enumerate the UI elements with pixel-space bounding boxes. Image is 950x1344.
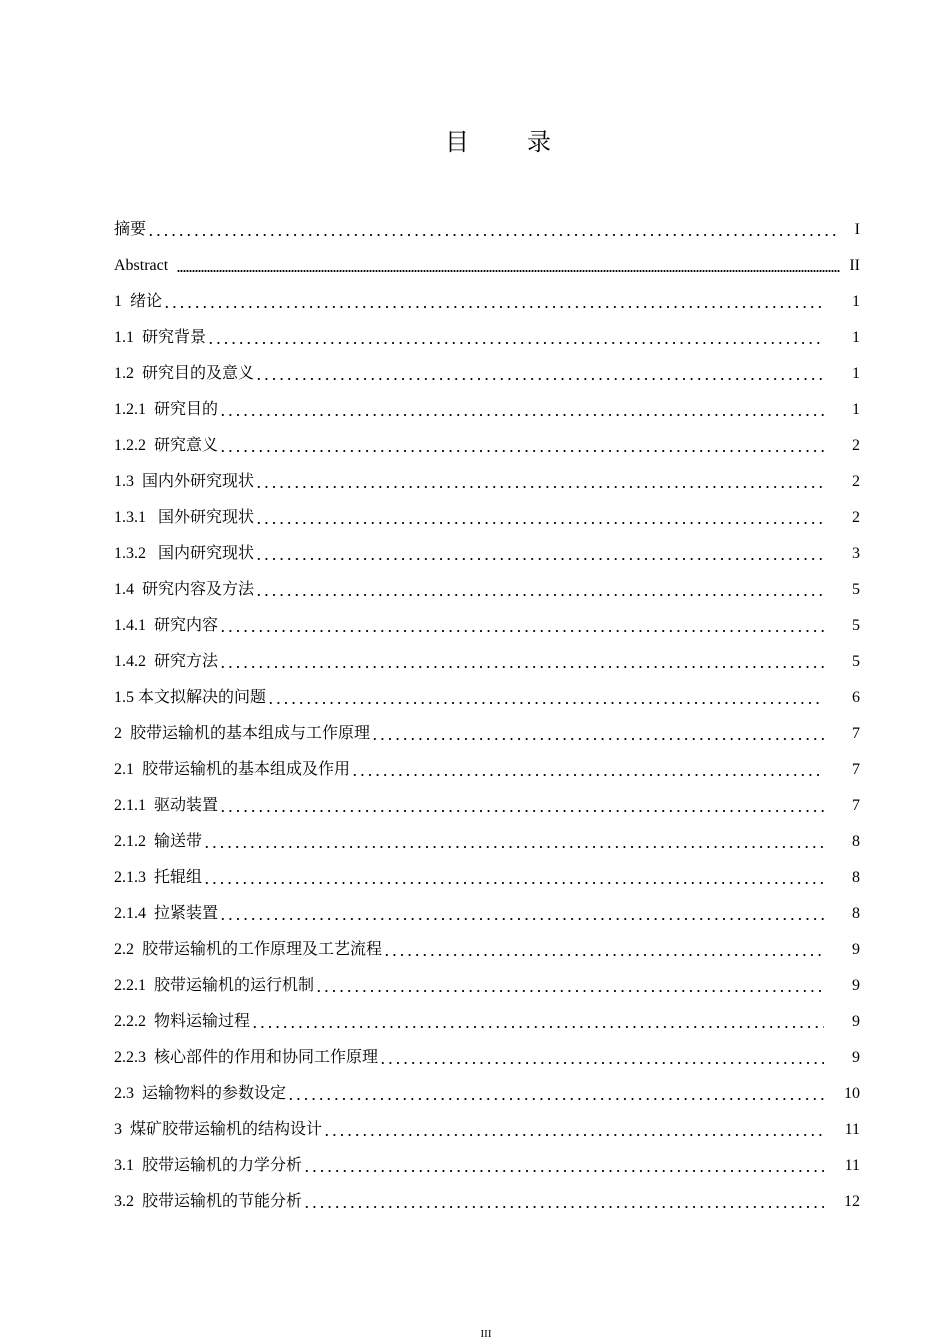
toc-entry-label: 1 绪论 — [114, 293, 163, 310]
toc-entry-page: II — [849, 257, 860, 274]
toc-entry-label: 1.5 本文拟解决的问题 — [114, 689, 267, 706]
toc-entry-label: 1.2 研究目的及意义 — [114, 365, 255, 382]
toc-entry-label: 1.3.1 国外研究现状 — [114, 509, 255, 526]
toc-entry[interactable] — [114, 1033, 860, 1069]
toc-entry[interactable] — [114, 1177, 860, 1213]
dot-leader — [177, 268, 840, 273]
toc-entry-label: 1.4.1 研究内容 — [114, 617, 219, 634]
toc-entry[interactable] — [114, 853, 860, 889]
toc-entry-label: 2.1.1 驱动装置 — [114, 797, 219, 814]
dot-leader — [255, 484, 824, 489]
toc-entry-page: 1 — [852, 329, 860, 346]
dot-leader — [287, 1096, 824, 1101]
toc-entry-page: 7 — [852, 761, 860, 778]
dot-leader — [303, 1204, 824, 1209]
dot-leader — [255, 592, 824, 597]
toc-entry-label: 1.3.2 国内研究现状 — [114, 545, 255, 562]
toc-entry-label: 3 煤矿胶带运输机的结构设计 — [114, 1121, 323, 1138]
toc-entry[interactable] — [114, 817, 860, 853]
toc-entry[interactable] — [114, 637, 860, 673]
toc-entry-label: 2.1 胶带运输机的基本组成及作用 — [114, 761, 351, 778]
toc-entry[interactable] — [114, 529, 860, 565]
toc-entry-page: 8 — [852, 905, 860, 922]
toc-entry-label: 3.1 胶带运输机的力学分析 — [114, 1157, 303, 1174]
toc-entry-page: 5 — [852, 617, 860, 634]
dot-leader — [255, 520, 824, 525]
toc-entry[interactable] — [114, 202, 860, 241]
dot-leader — [163, 304, 824, 309]
toc-entry[interactable] — [114, 277, 860, 313]
dot-leader — [203, 880, 824, 885]
toc-entry-page: 11 — [844, 1121, 860, 1138]
dot-leader — [255, 556, 824, 561]
toc-entry[interactable] — [114, 565, 860, 601]
toc-entry-label: 2.1.3 托辊组 — [114, 869, 203, 886]
dot-leader — [251, 1024, 824, 1029]
dot-leader — [255, 376, 824, 381]
toc-entry[interactable] — [114, 457, 860, 493]
toc-entry[interactable] — [114, 889, 860, 925]
dot-leader — [219, 448, 824, 453]
toc-entry-label: 2.3 运输物料的参数设定 — [114, 1085, 287, 1102]
toc-entry-page: 9 — [852, 977, 860, 994]
toc-entry[interactable] — [114, 1141, 860, 1177]
dot-leader — [219, 808, 824, 813]
toc-entry-page: I — [854, 221, 860, 238]
toc-entry-page: 9 — [852, 941, 860, 958]
toc-entry-label: Abstract — [114, 257, 173, 274]
toc-entry-page: 5 — [852, 653, 860, 670]
toc-entry-label: 2.2.2 物料运输过程 — [114, 1013, 251, 1030]
toc-entry[interactable] — [114, 925, 860, 961]
toc-entry-page: 5 — [852, 581, 860, 598]
toc-entry-label: 摘要 — [114, 221, 147, 238]
toc-entry[interactable] — [114, 997, 860, 1033]
dot-leader — [219, 664, 824, 669]
toc-entry[interactable] — [114, 241, 860, 277]
toc-entry[interactable] — [114, 493, 860, 529]
dot-leader — [371, 736, 824, 741]
toc-entry-label: 1.2.2 研究意义 — [114, 437, 219, 454]
page-title: 目 录 — [445, 130, 577, 156]
dot-leader — [351, 772, 824, 777]
toc-entry-label: 2 胶带运输机的基本组成与工作原理 — [114, 725, 371, 742]
toc-entry-label: 2.2.1 胶带运输机的运行机制 — [114, 977, 315, 994]
toc-entry-page: 7 — [852, 725, 860, 742]
toc-entry-page: 2 — [852, 509, 860, 526]
toc-entry-page: 1 — [852, 365, 860, 382]
toc-entry[interactable] — [114, 385, 860, 421]
toc-entry[interactable] — [114, 1105, 860, 1141]
dot-leader — [267, 700, 824, 705]
toc-entry[interactable] — [114, 709, 860, 745]
dot-leader — [219, 412, 824, 417]
toc-entry-page: 9 — [852, 1049, 860, 1066]
toc-entry[interactable] — [114, 601, 860, 637]
toc-entry-page: 10 — [844, 1085, 860, 1102]
toc-entry-label: 2.2.3 核心部件的作用和协同工作原理 — [114, 1049, 379, 1066]
toc-entry-label: 2.1.2 输送带 — [114, 833, 203, 850]
toc-entry[interactable] — [114, 421, 860, 457]
dot-leader — [383, 952, 824, 957]
toc-entry-label: 2.1.4 拉紧装置 — [114, 905, 219, 922]
toc-entry-label: 1.4.2 研究方法 — [114, 653, 219, 670]
toc-entry[interactable] — [114, 349, 860, 385]
dot-leader — [219, 628, 824, 633]
toc-entry-page: 2 — [852, 437, 860, 454]
toc-entry-page: 11 — [844, 1157, 860, 1174]
page-number: III — [480, 1328, 492, 1340]
dot-leader — [203, 844, 824, 849]
toc-entry-page: 7 — [852, 797, 860, 814]
table-of-contents — [114, 202, 860, 1213]
toc-entry[interactable] — [114, 745, 860, 781]
toc-entry[interactable] — [114, 673, 860, 709]
toc-entry-label: 1.1 研究背景 — [114, 329, 207, 346]
toc-entry[interactable] — [114, 781, 860, 817]
toc-entry-label: 1.4 研究内容及方法 — [114, 581, 255, 598]
toc-entry-page: 9 — [852, 1013, 860, 1030]
toc-entry-page: 3 — [852, 545, 860, 562]
dot-leader — [315, 988, 824, 993]
toc-entry-page: 1 — [852, 293, 860, 310]
toc-entry[interactable] — [114, 1069, 860, 1105]
toc-entry-page: 2 — [852, 473, 860, 490]
toc-entry[interactable] — [114, 961, 860, 997]
toc-entry-label: 1.2.1 研究目的 — [114, 401, 219, 418]
toc-entry-label: 3.2 胶带运输机的节能分析 — [114, 1193, 303, 1210]
dot-leader — [219, 916, 824, 921]
toc-entry-label: 1.3 国内外研究现状 — [114, 473, 255, 490]
toc-entry-page: 6 — [852, 689, 860, 706]
dot-leader — [147, 232, 838, 237]
dot-leader — [303, 1168, 824, 1173]
dot-leader — [323, 1132, 824, 1137]
toc-entry-page: 8 — [852, 869, 860, 886]
dot-leader — [207, 340, 824, 345]
dot-leader — [379, 1060, 824, 1065]
toc-entry-page: 12 — [844, 1193, 860, 1210]
toc-entry-label: 2.2 胶带运输机的工作原理及工艺流程 — [114, 941, 383, 958]
toc-entry-page: 1 — [852, 401, 860, 418]
toc-entry-page: 8 — [852, 833, 860, 850]
toc-entry[interactable] — [114, 313, 860, 349]
